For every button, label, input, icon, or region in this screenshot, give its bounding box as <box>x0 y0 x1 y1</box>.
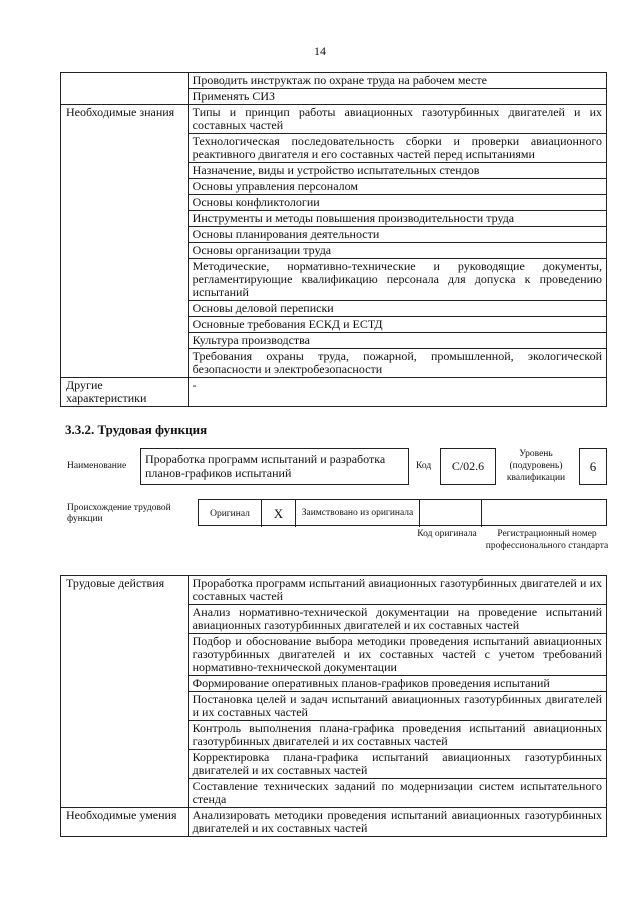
row-value: Контроль выполнения плана-графика проведения испытаний авиационных газотурбинных двигателей и их составных частей <box>188 721 606 750</box>
function-name-box: Проработка программ испытаний и разработка планов-графиков испытаний <box>140 448 409 485</box>
row-value: Подбор и обоснование выбора методики проведения испытаний авиационных газотурбинных двигателей и их составных частей с учетом требований нормативно-технической документации <box>188 634 606 676</box>
labor-actions-table <box>60 575 607 837</box>
code-original-label: Код оригинала <box>417 529 477 539</box>
row-value: Культура производства <box>188 333 606 349</box>
origin-row <box>198 499 607 526</box>
row-label: Другие характеристики <box>61 378 189 407</box>
table-row <box>61 576 607 605</box>
row-value: Применять СИЗ <box>188 89 606 105</box>
row-value: Проводить инструктаж по охране труда на рабочем месте <box>188 73 606 89</box>
row-value: Методические, нормативно-технические и руководящие документы, регламентирующие квалификацию персонала для допуска к проведению испытаний <box>188 259 606 301</box>
row-value: - <box>188 378 606 407</box>
row-value: Постановка целей и задач испытаний авиационных газотурбинных двигателей и их составных частей <box>188 692 606 721</box>
origin-borrowed-cell: Заимствовано из оригинала <box>296 500 420 527</box>
origin-mark-cell: X <box>262 500 296 527</box>
row-value: Основы управления персоналом <box>188 179 606 195</box>
row-value: Типы и принцип работы авиационных газотурбинных двигателей и их составных частей <box>188 105 606 134</box>
row-label: Необходимые знания <box>61 105 189 378</box>
row-value: Основные требования ЕСКД и ЕСТД <box>188 317 606 333</box>
row-value: Формирование оперативных планов-графиков проведения испытаний <box>188 676 606 692</box>
code-original-cell <box>420 500 482 527</box>
row-label: Трудовые действия <box>61 576 189 808</box>
table-row <box>61 378 607 407</box>
reg-number-label: Регистрационный номер профессионального стандарта <box>485 529 609 551</box>
page-number: 14 <box>314 44 326 58</box>
code-value-box: С/02.6 <box>440 448 496 485</box>
row-label: Необходимые умения <box>61 808 189 837</box>
row-value: Анализировать методики проведения испытаний авиационных газотурбинных двигателей и их составных частей <box>188 808 606 837</box>
row-value: Требования охраны труда, пожарной, промышленной, экологической безопасности и электробезопасности <box>188 349 606 378</box>
row-value: Анализ нормативно-технической документации на проведение испытаний авиационных газотурбинных двигателей и их составных частей <box>188 605 606 634</box>
row-value: Составление технических заданий по модернизации систем испытательного стенда <box>188 779 606 808</box>
section-heading: 3.3.2. Трудовая функция <box>65 422 208 437</box>
row-value: Корректировка плана-графика испытаний авиационных газотурбинных двигателей и их составных частей <box>188 750 606 779</box>
origin-original-cell: Оригинал <box>199 500 262 527</box>
row-label <box>61 73 189 105</box>
table-row <box>61 73 607 89</box>
row-value: Основы деловой переписки <box>188 301 606 317</box>
qualification-level-label: Уровень (подуровень) квалификации <box>506 449 566 483</box>
table-row <box>61 808 607 837</box>
requirements-table <box>60 72 607 407</box>
name-label: Наименование <box>67 461 127 471</box>
origin-label: Происхождение трудовой функции <box>67 503 171 524</box>
row-value: Технологическая последовательность сборки и проверки авиационного реактивного двигателя и его составных частей перед испытаниями <box>188 134 606 163</box>
table-row <box>61 105 607 134</box>
row-value: Основы организации труда <box>188 243 606 259</box>
reg-number-cell <box>482 500 608 527</box>
row-value: Основы конфликтологии <box>188 195 606 211</box>
row-value: Проработка программ испытаний авиационных газотурбинных двигателей и их составных частей <box>188 576 606 605</box>
code-label: Код <box>416 461 432 471</box>
row-value: Назначение, виды и устройство испытательных стендов <box>188 163 606 179</box>
row-value: Инструменты и методы повышения производительности труда <box>188 211 606 227</box>
qualification-level-box: 6 <box>579 448 607 485</box>
row-value: Основы планирования деятельности <box>188 227 606 243</box>
